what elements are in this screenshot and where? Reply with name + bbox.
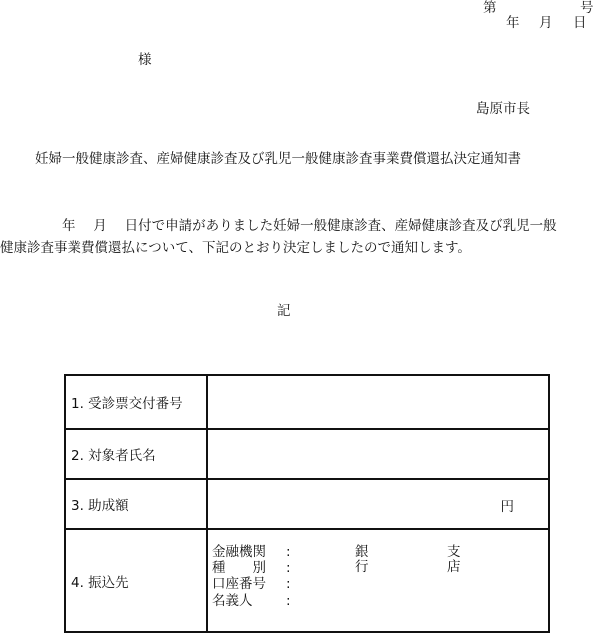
subject-name-label: 2. 対象者氏名	[65, 429, 207, 479]
transfer-destination-label: 4. 振込先	[65, 529, 207, 632]
body-text-line-2: 健康診査事業費償還払について、下記のとおり決定しましたので通知します。	[0, 240, 471, 256]
recipient-honorific: 様	[138, 52, 152, 68]
bank-suffix: 銀行	[355, 544, 369, 575]
yen-unit: 円	[500, 499, 514, 515]
account-holder-line	[212, 594, 300, 609]
document-number-prefix: 第	[483, 0, 497, 16]
account-number-line	[212, 577, 300, 592]
account-type-colon: :	[286, 560, 291, 576]
certificate-number-value	[207, 375, 549, 429]
table-row-subsidy-amount	[65, 479, 549, 529]
table-row-certificate-number	[65, 375, 549, 429]
account-number-label: 口座番号	[212, 576, 266, 592]
table-row-subject-name	[65, 429, 549, 479]
document-number-suffix: 号	[580, 0, 594, 16]
bank-details	[207, 529, 549, 632]
account-type-label: 種 別	[212, 560, 266, 576]
bank-institution-label: 金融機関	[212, 544, 266, 560]
issuer-name: 島原市長	[476, 101, 530, 117]
details-table	[64, 374, 550, 633]
certificate-number-label: 1. 受診票交付番号	[65, 375, 207, 429]
bank-institution-colon: :	[286, 544, 291, 560]
date-day-label: 日	[573, 15, 587, 31]
body-text-line-1: 年 月 日付で申請がありました妊婦一般健康診査、産婦健康診査及び乳児一般	[62, 218, 557, 234]
date-month-label: 月	[539, 15, 553, 31]
subsidy-amount-label: 3. 助成額	[65, 479, 207, 529]
account-number-colon: :	[286, 576, 291, 592]
account-holder-label: 名義人	[212, 593, 253, 609]
account-holder-colon: :	[286, 593, 291, 609]
subsidy-amount-value	[207, 479, 549, 529]
document-title: 妊婦一般健康診査、産婦健康診査及び乳児一般健康診査事業費償還払決定通知書	[35, 151, 521, 167]
table-row-transfer-destination	[65, 529, 549, 632]
date-year-label: 年	[506, 15, 520, 31]
subject-name-value	[207, 429, 549, 479]
account-type-line	[212, 561, 300, 576]
branch-suffix: 支店	[447, 544, 461, 575]
ki-heading: 記	[277, 303, 291, 319]
